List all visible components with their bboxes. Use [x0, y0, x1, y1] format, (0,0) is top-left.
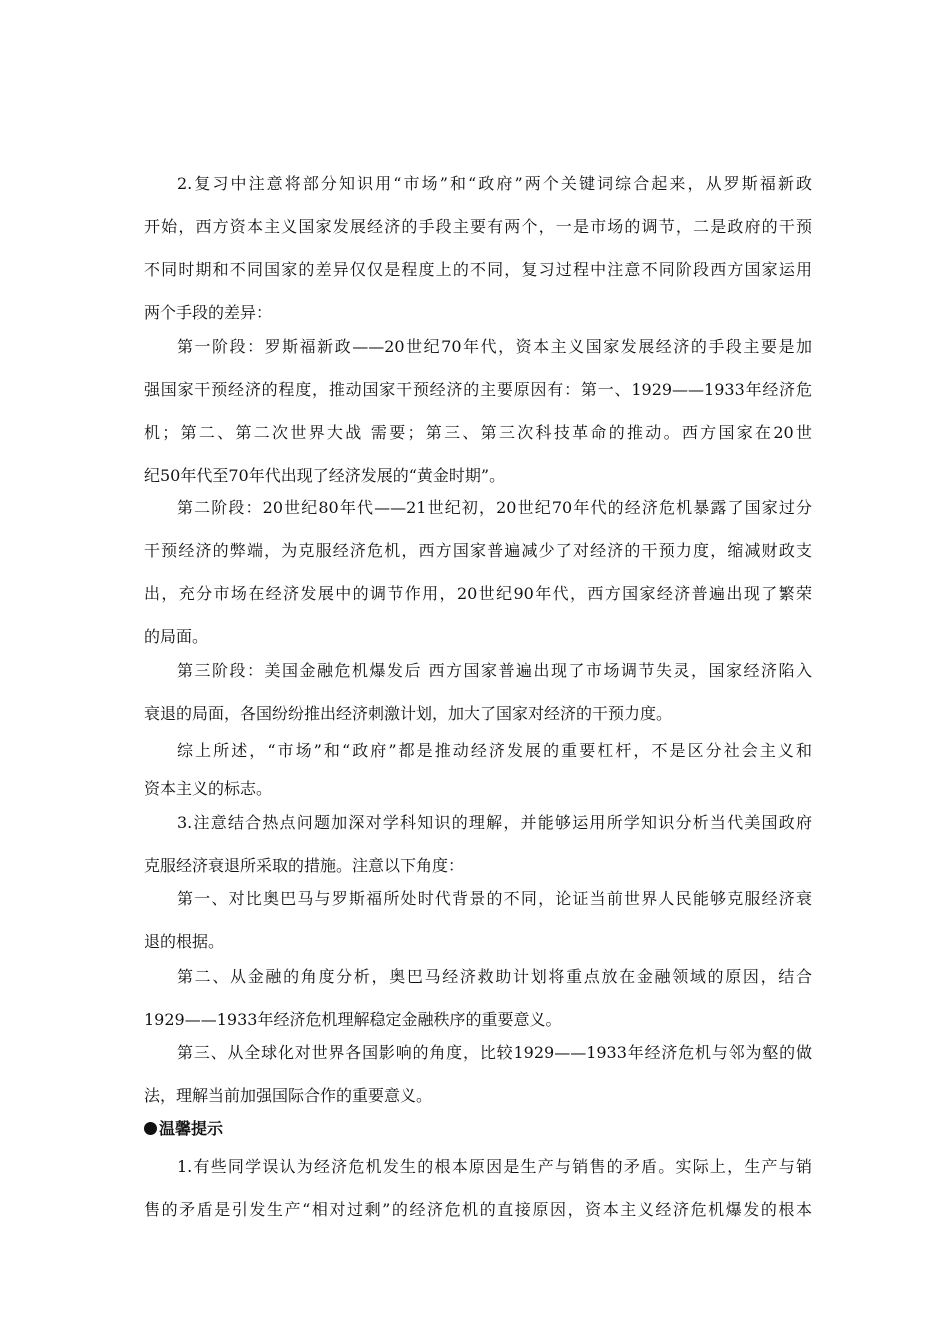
paragraph-line: 干预经济的弊端，为克服经济危机，西方国家普遍减少了对经济的干预力度，缩减财政支 — [144, 541, 812, 560]
paragraph-line: 第二、从金融的角度分析，奥巴马经济救助计划将重点放在金融领域的原因，结合 — [177, 967, 812, 986]
paragraph-line: 第一阶段：罗斯福新政——20世纪70年代，资本主义国家发展经济的手段主要是加 — [177, 337, 812, 356]
paragraph-line: 退的根据。 — [144, 932, 225, 951]
paragraph-line: 纪50年代至70年代出现了经济发展的“黄金时期”。 — [144, 466, 506, 485]
paragraph-line: 克服经济衰退所采取的措施。注意以下角度： — [144, 856, 465, 875]
paragraph-line: 机；第二、第二次世界大战 需要；第三、第三次科技革命的推动。西方国家在20世 — [144, 423, 812, 442]
paragraph-line: 综上所述，“市场”和“政府”都是推动经济发展的重要杠杆，不是区分社会主义和 — [177, 741, 812, 760]
paragraph-line: 开始，西方资本主义国家发展经济的手段主要有两个，一是市场的调节，二是政府的干预 — [144, 217, 812, 236]
paragraph-line: 出，充分市场在经济发展中的调节作用，20世纪90年代，西方国家经济普遍出现了繁荣 — [144, 584, 812, 603]
paragraph-line: 2.复习中注意将部分知识用“市场”和“政府”两个关键词综合起来，从罗斯福新政 — [177, 174, 812, 193]
paragraph-line: 资本主义的标志。 — [144, 779, 273, 798]
paragraph-line: 1.有些同学误认为经济危机发生的根本原因是生产与销售的矛盾。实际上，生产与销 — [177, 1157, 812, 1176]
paragraph-line: 1929——1933年经济危机理解稳定金融秩序的重要意义。 — [144, 1010, 562, 1029]
paragraph-line: 的局面。 — [144, 627, 209, 646]
paragraph-line: 两个手段的差异： — [144, 303, 273, 322]
paragraph-line: 强国家干预经济的程度，推动国家干预经济的主要原因有：第一、1929——1933年经济危 — [144, 380, 812, 399]
paragraph-line: 不同时期和不同国家的差异仅仅是程度上的不同，复习过程中注意不同阶段西方国家运用 — [144, 260, 812, 279]
paragraph-line: 第二阶段：20世纪80年代——21世纪初，20世纪70年代的经济危机暴露了国家过分 — [177, 498, 812, 517]
paragraph-line: 3.注意结合热点问题加深对学科知识的理解，并能够运用所学知识分析当代美国政府 — [177, 813, 812, 832]
paragraph-line: 第一、对比奥巴马与罗斯福所处时代背景的不同，论证当前世界人民能够克服经济衰 — [177, 889, 812, 908]
bullet-icon — [144, 1122, 157, 1135]
paragraph-line: 第三阶段：美国金融危机爆发后 西方国家普遍出现了市场调节失灵，国家经济陷入 — [177, 661, 812, 680]
paragraph-line: 法，理解当前加强国际合作的重要意义。 — [144, 1086, 433, 1105]
tips-heading-text: 温馨提示 — [159, 1119, 224, 1138]
tips-heading — [144, 1119, 223, 1139]
paragraph-line: 售的矛盾是引发生产“相对过剩”的经济危机的直接原因，资本主义经济危机爆发的根本 — [144, 1200, 812, 1219]
paragraph-line: 第三、从全球化对世界各国影响的角度，比较1929——1933年经济危机与邻为壑的做 — [177, 1043, 812, 1062]
paragraph-line: 衰退的局面，各国纷纷推出经济刺激计划，加大了国家对经济的干预力度。 — [144, 704, 673, 723]
